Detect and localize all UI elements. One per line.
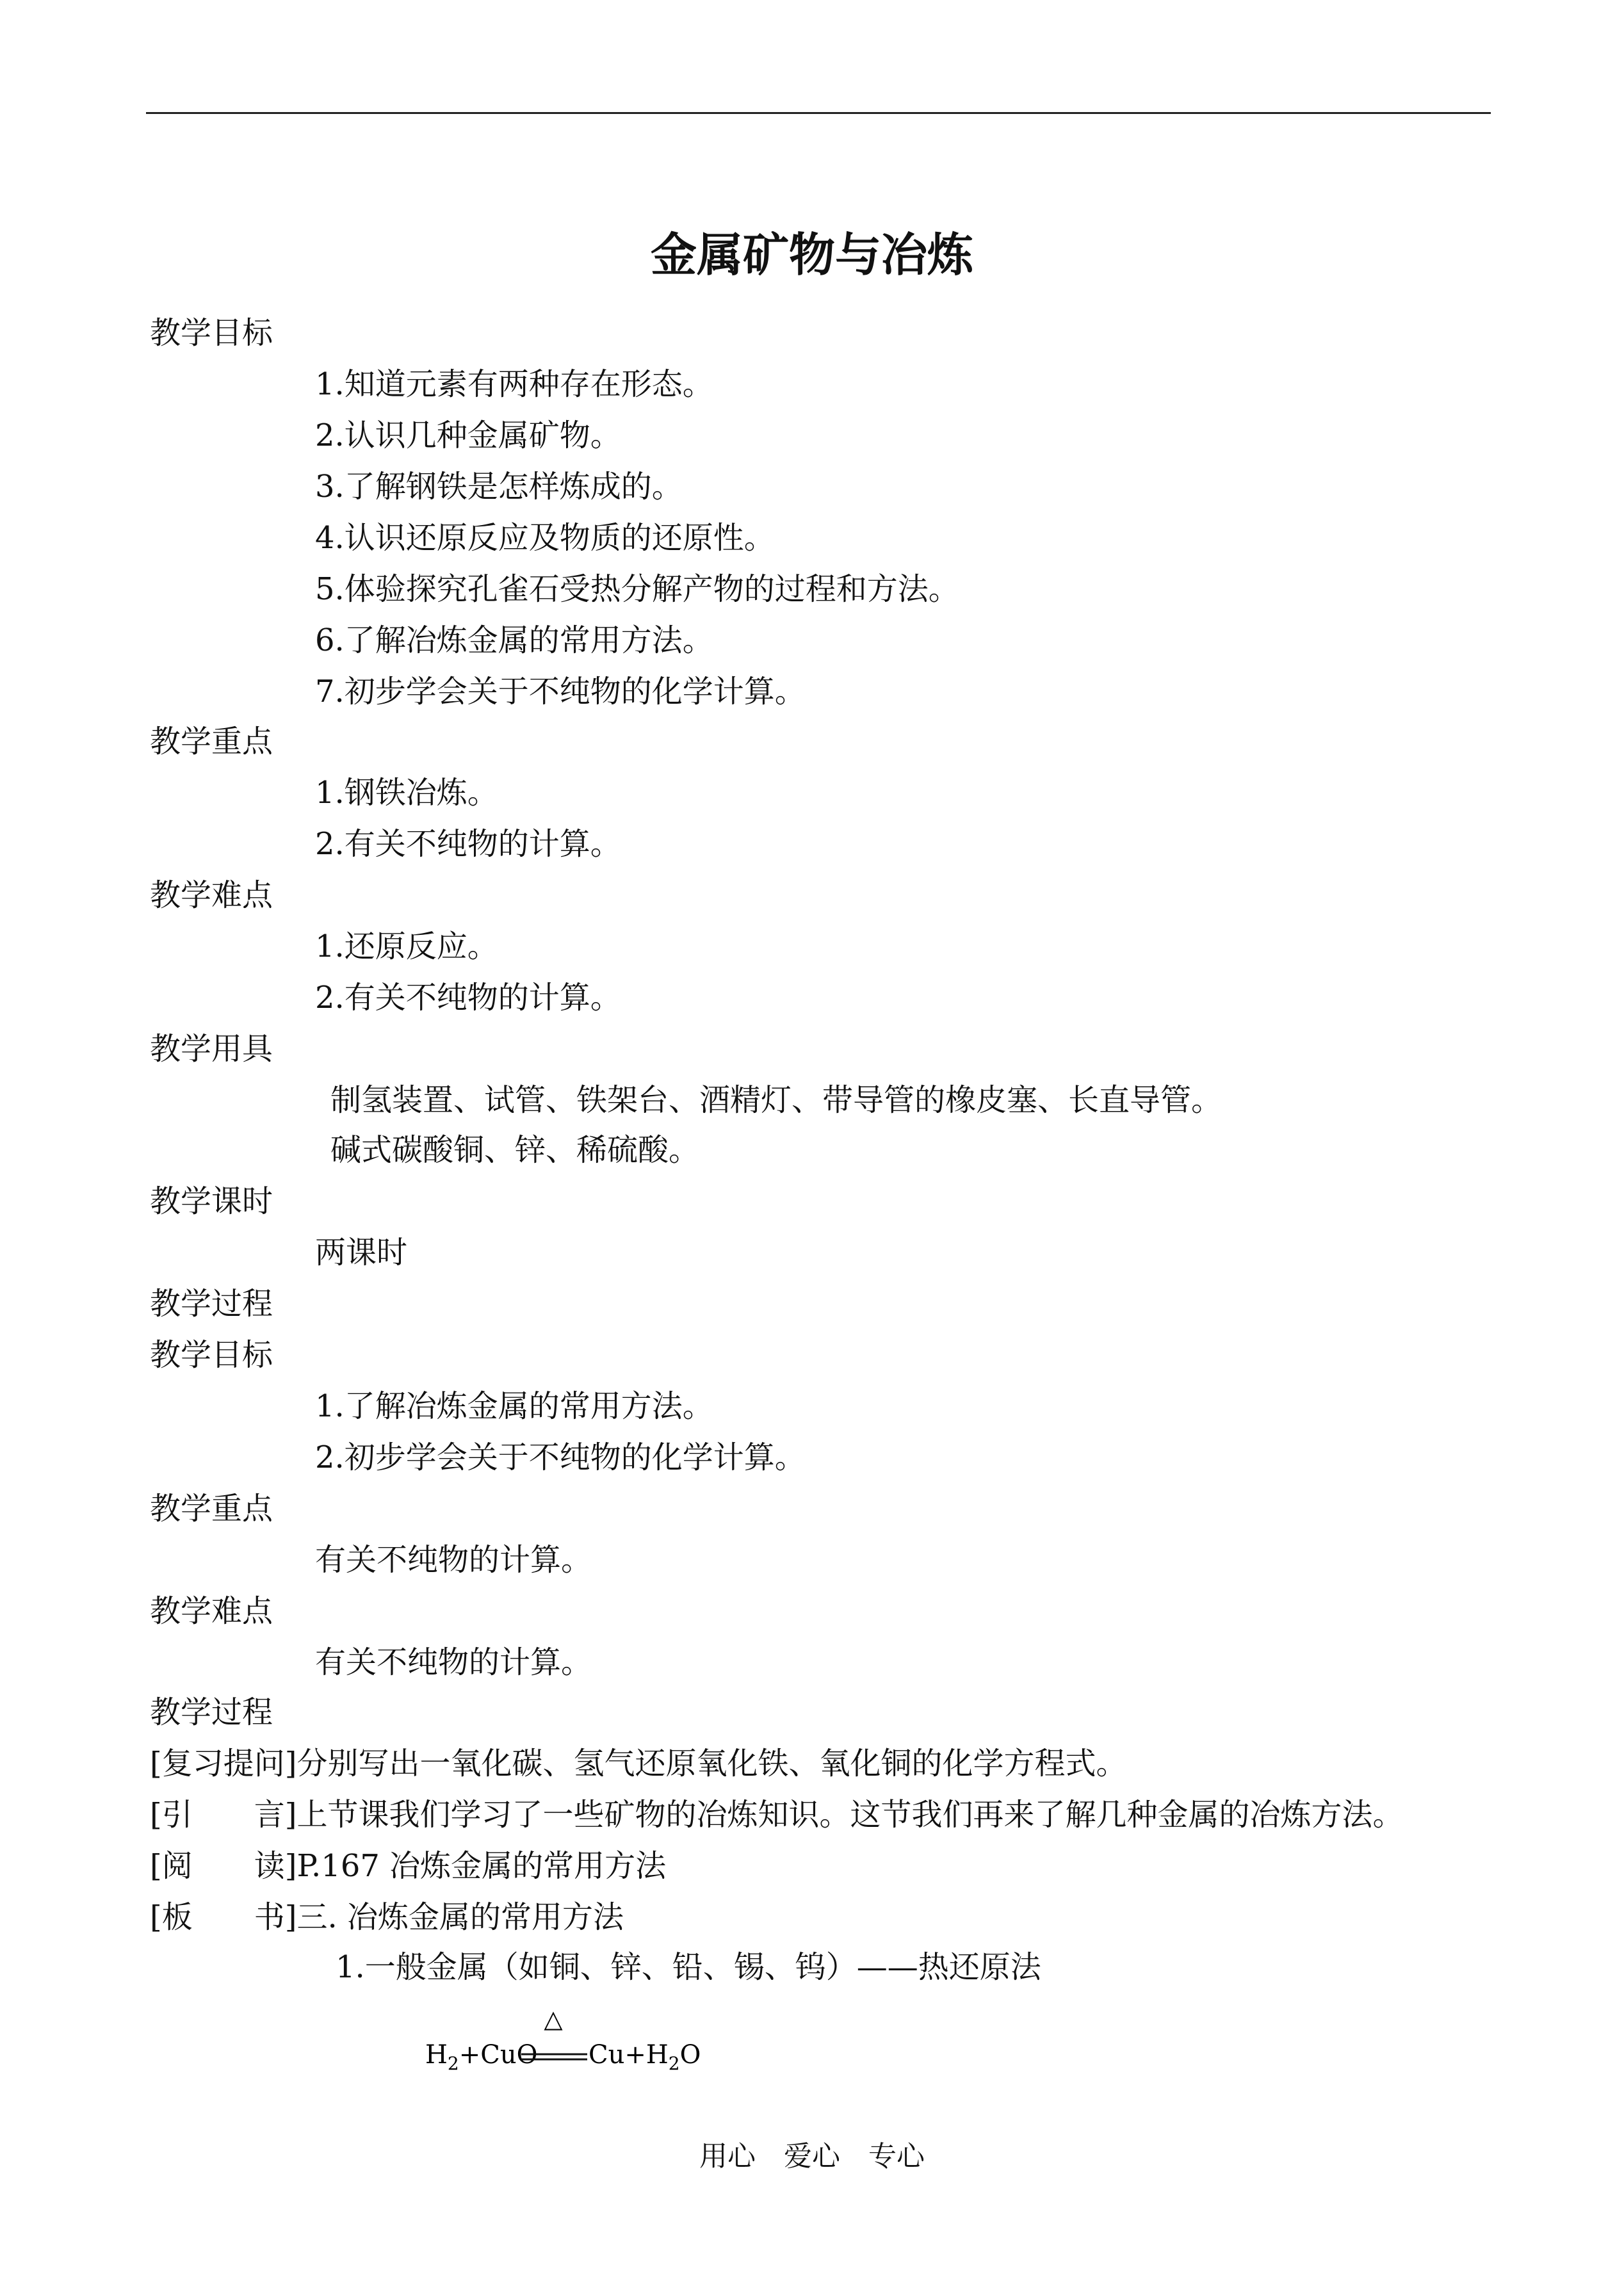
- list-item: 2.初步学会关于不纯物的化学计算。: [315, 1439, 806, 1475]
- introduction: [引 言]上节课我们学习了一些矿物的冶炼知识。这节我们再来了解几种金属的冶炼方法。: [150, 1797, 1404, 1833]
- paragraph: 制氢装置、试管、铁架台、酒精灯、带导管的橡皮塞、长直导管。: [330, 1082, 1222, 1118]
- list-item: 4.认识还原反应及物质的还原性。: [315, 520, 775, 556]
- list-item: 1.钢铁冶炼。: [315, 775, 498, 811]
- section-heading: 教学重点: [150, 724, 273, 759]
- list-item: 5.体验探究孔雀石受热分解产物的过程和方法。: [315, 571, 959, 607]
- products: $Cu+H_2O$: [589, 2040, 701, 2074]
- paragraph: 有关不纯物的计算。: [315, 1542, 592, 1578]
- page-title: 金属矿物与冶炼: [650, 228, 973, 282]
- section-heading: 教学用具: [150, 1031, 273, 1067]
- chemical-equation: [425, 2006, 701, 2082]
- section-heading: 教学目标: [150, 1337, 273, 1373]
- section-heading: 教学目标: [150, 315, 273, 351]
- header-rule: [146, 112, 1491, 114]
- list-item: 6.了解冶炼金属的常用方法。: [315, 622, 713, 658]
- section-heading: 教学过程: [150, 1694, 273, 1730]
- section-heading: 教学难点: [150, 1593, 273, 1629]
- reading: [阅 读]P.167 冶炼金属的常用方法: [150, 1848, 667, 1884]
- list-item: 2.有关不纯物的计算。: [315, 826, 621, 862]
- section-heading: 教学课时: [150, 1183, 273, 1219]
- paragraph: 两课时: [315, 1235, 408, 1270]
- review-question: [复习提问]分别写出一氧化碳、氢气还原氧化铁、氧化铜的化学方程式。: [150, 1746, 1127, 1781]
- list-item: 1.一般金属（如铜、锌、铅、锡、钨）——热还原法: [336, 1949, 1041, 1985]
- reactants: $H_2+CuO$: [425, 2040, 538, 2074]
- section-heading: 教学难点: [150, 877, 273, 913]
- page-footer: 用心 爱心 专心: [699, 2140, 925, 2173]
- list-item: 1.知道元素有两种存在形态。: [315, 366, 713, 402]
- heat-condition: △: [544, 2006, 563, 2033]
- list-item: 1.还原反应。: [315, 929, 498, 964]
- list-item: 2.有关不纯物的计算。: [315, 980, 621, 1016]
- list-item: 2.认识几种金属矿物。: [315, 418, 621, 453]
- list-item: 7.初步学会关于不纯物的化学计算。: [315, 674, 806, 710]
- list-item: 1.了解冶炼金属的常用方法。: [315, 1388, 713, 1424]
- section-heading: 教学过程: [150, 1286, 273, 1322]
- section-heading: 教学重点: [150, 1491, 273, 1527]
- paragraph: 碱式碳酸铜、锌、稀硫酸。: [330, 1132, 700, 1168]
- list-item: 3.了解钢铁是怎样炼成的。: [315, 469, 683, 505]
- board-note: [板 书]三. 冶炼金属的常用方法: [150, 1899, 624, 1935]
- paragraph: 有关不纯物的计算。: [315, 1644, 592, 1680]
